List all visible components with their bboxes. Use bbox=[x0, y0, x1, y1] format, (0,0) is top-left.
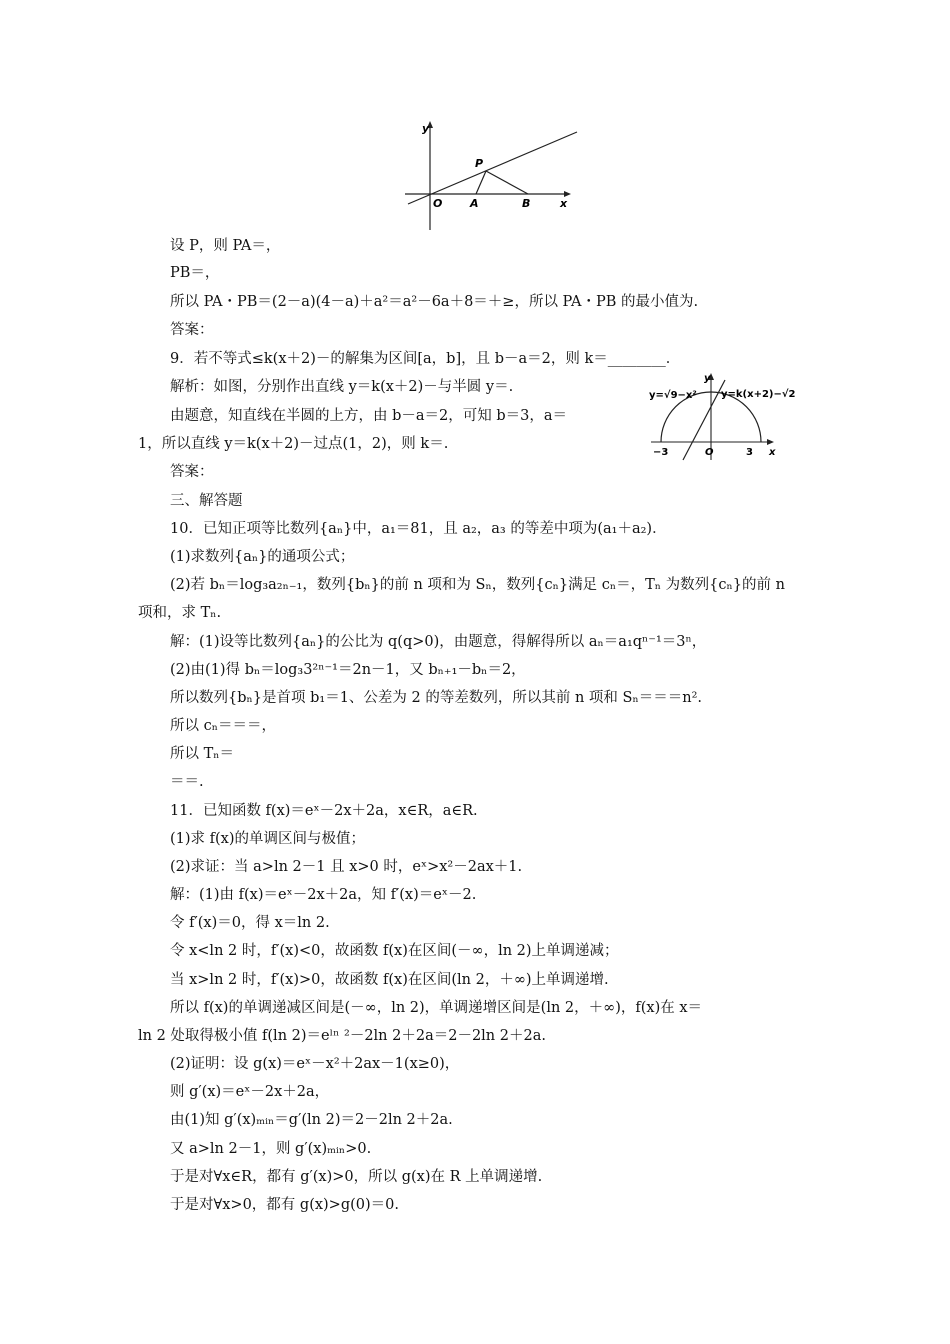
text-line: PB＝， bbox=[170, 265, 220, 281]
text-line: ln 2 处取得极小值 f(ln 2)＝eˡⁿ ²－2ln 2＋2a＝2－2ln 2＋2a. bbox=[138, 1028, 546, 1044]
text-line: 项和，求 Tₙ. bbox=[138, 605, 222, 621]
text-line: (2)若 bₙ＝log₃a₂ₙ₋₁，数列{bₙ}的前 n 项和为 Sₙ，数列{cₙ}满足 cₙ＝，Tₙ 为数列{cₙ}的前 n bbox=[170, 577, 785, 593]
text-line: 则 g′(x)＝eˣ－2x＋2a， bbox=[170, 1084, 330, 1100]
text-line: 解：(1)由 f(x)＝eˣ－2x＋2a，知 f′(x)＝eˣ－2. bbox=[170, 887, 477, 903]
figure-semicircle bbox=[645, 370, 796, 462]
label-p: P bbox=[475, 157, 484, 170]
text-line: ＝＝. bbox=[170, 774, 204, 790]
figure-line-pab bbox=[400, 118, 585, 233]
text-line: 答案： bbox=[170, 464, 214, 480]
question-9: 9．若不等式≤k(x＋2)－的解集为区间[a，b]，且 b－a＝2，则 k＝________． bbox=[170, 351, 681, 367]
text-line: (2)由(1)得 bₙ＝log₃3²ⁿ⁻¹＝2n－1，又 bₙ₊₁－bₙ＝2， bbox=[170, 662, 526, 678]
text-line: (2)求证：当 a>ln 2－1 且 x>0 时，eˣ>x²－2ax＋1. bbox=[170, 859, 523, 875]
text-line: 所以 f(x)的单调递减区间是(－∞，ln 2)，单调递增区间是(ln 2，＋∞)，f(x)在 x＝ bbox=[170, 1000, 703, 1016]
label-y: y bbox=[422, 122, 430, 135]
label-o: O bbox=[433, 197, 443, 210]
question-10: 10．已知正项等比数列{aₙ}中，a₁＝81，且 a₂，a₃ 的等差中项为(a₁＋a₂)． bbox=[170, 521, 667, 537]
text-line: 解：(1)设等比数列{aₙ}的公比为 q(q>0)，由题意，得解得所以 aₙ＝a₁qⁿ⁻¹＝3ⁿ， bbox=[170, 634, 707, 650]
text-line: 令 f′(x)＝0，得 x＝ln 2. bbox=[170, 915, 330, 931]
text-line: (1)求数列{aₙ}的通项公式； bbox=[170, 549, 355, 565]
text-line: (1)求 f(x)的单调区间与极值； bbox=[170, 831, 366, 847]
label-x: x bbox=[560, 197, 568, 210]
segment-pb bbox=[486, 171, 528, 194]
label-a: A bbox=[470, 197, 479, 210]
x-axis-arrow bbox=[767, 439, 774, 445]
label-pos3: 3 bbox=[746, 447, 753, 458]
text-line: 所以 cₙ＝＝＝， bbox=[170, 718, 277, 734]
question-11: 11．已知函数 f(x)＝eˣ－2x＋2a，x∈R，a∈R. bbox=[170, 803, 478, 819]
label-x: x bbox=[769, 447, 776, 458]
label-circle-eq: y=√9−x² bbox=[649, 390, 697, 401]
text-line: 设 P，则 PA＝， bbox=[170, 238, 281, 254]
text-line: (2)证明：设 g(x)＝eˣ－x²＋2ax－1(x≥0)， bbox=[170, 1056, 460, 1072]
text-line: 由(1)知 g′(x)ₘᵢₙ＝g′(ln 2)＝2－2ln 2＋2a. bbox=[170, 1112, 453, 1128]
section-heading: 三、解答题 bbox=[170, 493, 243, 509]
text-line: 令 x<ln 2 时，f′(x)<0，故函数 f(x)在区间(－∞，ln 2)上单调递减； bbox=[170, 943, 619, 959]
text-line: 由题意，知直线在半圆的上方，由 b－a＝2，可知 b＝3，a＝ bbox=[170, 408, 568, 424]
text-line: 所以 PA・PB＝(2－a)(4－a)＋a²＝a²－6a＋8＝＋≥，所以 PA・PB 的最小值为. bbox=[170, 294, 699, 310]
label-line-eq: y=k(x+2)−√2 bbox=[721, 389, 796, 400]
label-neg3: −3 bbox=[653, 447, 669, 458]
label-b: B bbox=[522, 197, 531, 210]
text-line: 于是对∀x>0，都有 g(x)>g(0)＝0. bbox=[170, 1197, 399, 1213]
label-o: O bbox=[705, 447, 714, 458]
text-line: 解析：如图，分别作出直线 y＝k(x＋2)－与半圆 y＝. bbox=[170, 379, 514, 395]
text-line: 当 x>ln 2 时，f′(x)>0，故函数 f(x)在区间(ln 2，＋∞)上单调递增. bbox=[170, 972, 609, 988]
text-line: 1，所以直线 y＝k(x＋2)－过点(1，2)，则 k＝. bbox=[138, 436, 449, 452]
text-line: 所以 Tₙ＝ bbox=[170, 746, 235, 762]
line-op bbox=[408, 132, 577, 204]
text-line: 又 a>ln 2－1，则 g′(x)ₘᵢₙ>0. bbox=[170, 1141, 372, 1157]
text-line: 所以数列{bₙ}是首项 b₁＝1、公差为 2 的等差数列，所以其前 n 项和 Sₙ＝＝＝n². bbox=[170, 690, 703, 706]
text-line: 答案： bbox=[170, 322, 214, 338]
text-line: 于是对∀x∈R，都有 g′(x)>0，所以 g(x)在 R 上单调递增. bbox=[170, 1169, 543, 1185]
label-y: y bbox=[704, 373, 711, 384]
